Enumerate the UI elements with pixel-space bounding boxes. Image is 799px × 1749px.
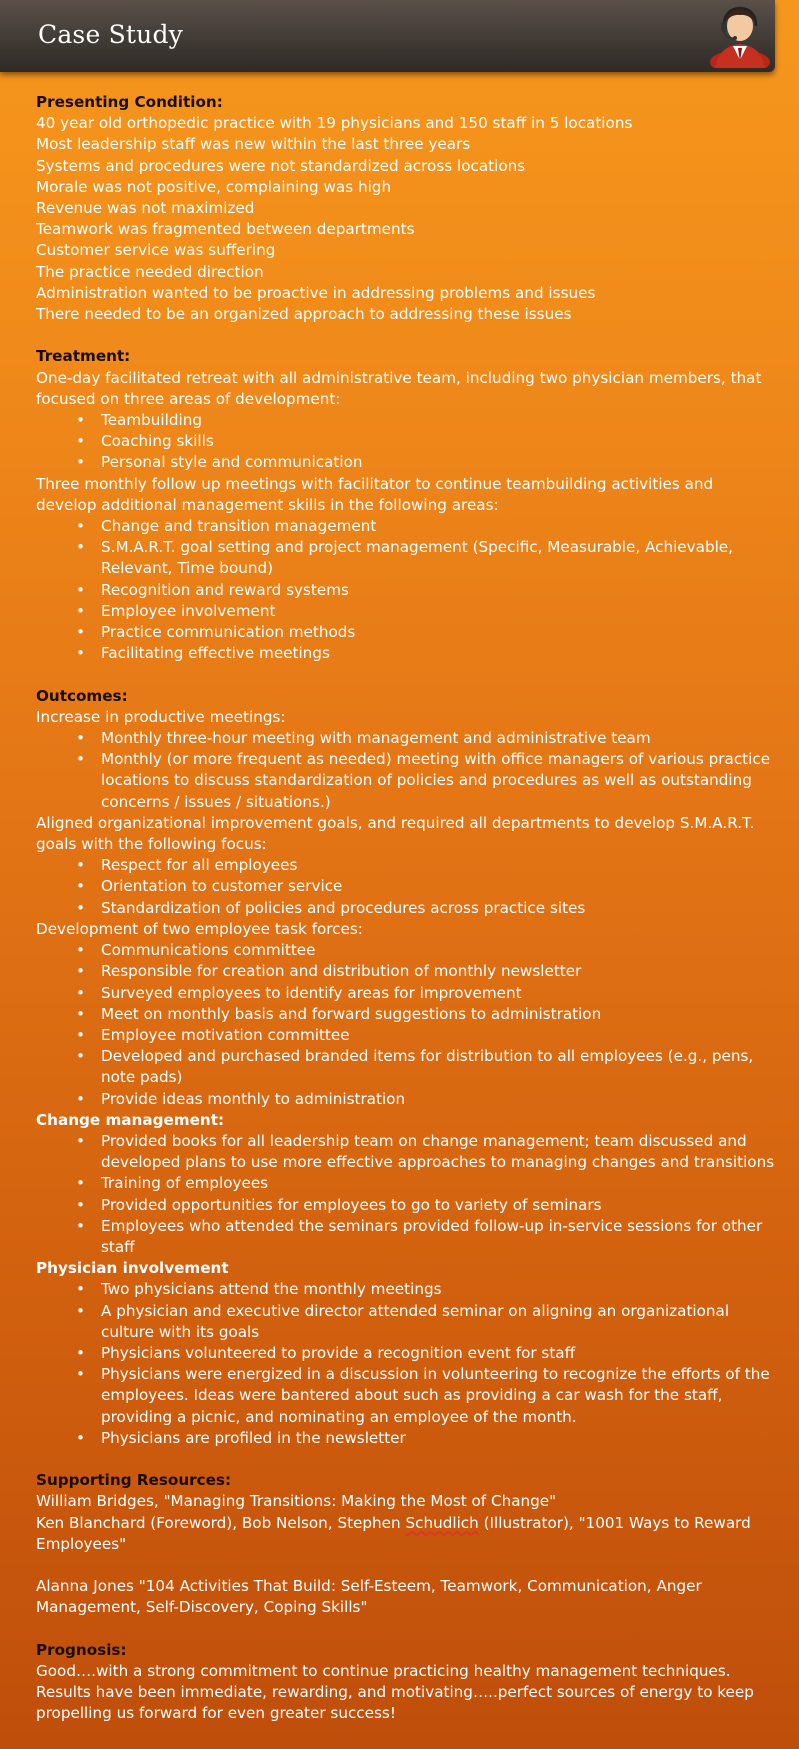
list-item: • Provided books for all leadership team on change management; team discussed and developed plans to use more effective approaches to managing changes and transitions [101,1131,776,1173]
list-item: • Responsible for creation and distribution of monthly newsletter [101,961,776,982]
treatment-list-1 [36,410,776,474]
list-item: • Practice communication methods [101,622,776,643]
presenting-line: Administration wanted to be proactive in addressing problems and issues [36,283,596,302]
list-item: • Standardization of policies and procedures across practice sites [101,898,776,919]
resource-line: William Bridges, "Managing Transitions: Making the Most of Change" [36,1492,557,1511]
page-title: Case Study [38,20,184,49]
list-item: • Coaching skills [101,431,776,452]
list-item: • Employee involvement [101,601,776,622]
presenting-line: Systems and procedures were not standardized across locations [36,156,526,175]
prognosis-text: Good….with a strong commitment to continue practicing healthy management techniques. Results have been immediate, rewarding, and motivating…..perfect sources of energy to keep propelling us forward for even greater success! [36,1661,754,1723]
treatment-list-2 [36,516,776,664]
presenting-line: Teamwork was fragmented between departments [36,220,415,239]
outcomes-list-1 [36,728,776,813]
presenting-heading: Presenting Condition: [36,93,223,111]
list-item: • Surveyed employees to identify areas for improvement [101,983,776,1004]
resource-line: Alanna Jones "104 Activities That Build: Self-Esteem, Teamwork, Communication, Anger Management, Self-Discovery, Coping Skills" [36,1577,702,1617]
treatment-heading: Treatment: [36,347,131,366]
list-item: • Monthly three-hour meeting with management and administrative team [101,728,776,749]
outcomes-intro: Development of two employee task forces: [36,919,363,938]
list-item: • Provided opportunities for employees to go to variety of seminars [101,1195,776,1216]
outcomes-list-3 [36,940,776,1110]
physician-involvement-heading: Physician involvement [36,1259,229,1278]
list-item: • Recognition and reward systems [101,580,776,601]
list-item: • Communications committee [101,940,776,961]
list-item: • Change and transition management [101,516,776,537]
list-item: • Physicians volunteered to provide a recognition event for staff [101,1343,776,1364]
treatment-intro: One-day facilitated retreat with all administrative team, including two physician members, that focused on three areas of development: [36,368,762,408]
list-item: • Training of employees [101,1173,776,1194]
outcomes-list-2 [36,855,776,919]
list-item: • Facilitating effective meetings [101,643,776,664]
support-agent-icon [705,2,775,68]
list-item: • Employee motivation committee [101,1025,776,1046]
misspelled-word: Schudlich [405,1513,479,1532]
list-item: • Developed and purchased branded items for distribution to all employees (e.g., pens, note pads) [101,1046,776,1088]
outcomes-intro: Increase in productive meetings: [36,707,286,726]
treatment-intro: Three monthly follow up meetings with facilitator to continue teambuilding activities and develop additional management skills in the following areas: [36,474,714,514]
presenting-line: 40 year old orthopedic practice with 19 physicians and 150 staff in 5 locations [36,114,633,133]
list-item: • Personal style and communication [101,452,776,473]
presenting-line: Most leadership staff was new within the last three years [36,135,471,154]
list-item: • S.M.A.R.T. goal setting and project management (Specific, Measurable, Achievable, Relevant, Time bound) [101,537,776,579]
presenting-line: Revenue was not maximized [36,199,255,218]
presenting-line: There needed to be an organized approach to addressing these issues [36,305,572,324]
physician-involvement-list [36,1279,776,1449]
list-item: • Employees who attended the seminars provided follow-up in-service sessions for other staff [101,1216,776,1258]
list-item: • Provide ideas monthly to administration [101,1089,776,1110]
change-management-heading: Change management: [36,1110,225,1129]
list-item: • Physicians were energized in a discussion in volunteering to recognize the efforts of the employees. Ideas were bantered about such as providing a car wash for the staff, providing a picnic, and nominating an employee of the month. [101,1364,776,1428]
presenting-line: Customer service was suffering [36,241,276,260]
resource-line: Ken Blanchard (Foreword), Bob Nelson, Stephen Schudlich (Illustrator), "1001 Ways to Reward Employees" [36,1513,751,1553]
presenting-line: The practice needed direction [36,262,264,281]
title-bar [0,0,775,72]
list-item: • Physicians are profiled in the newsletter [101,1428,776,1449]
change-management-list [36,1131,776,1258]
presenting-line: Morale was not positive, complaining was high [36,177,392,196]
prognosis-heading: Prognosis: [36,1640,127,1659]
outcomes-heading: Outcomes: [36,686,128,705]
list-item: • Teambuilding [101,410,776,431]
list-item: • Two physicians attend the monthly meetings [101,1279,776,1300]
resources-heading: Supporting Resources: [36,1471,232,1490]
list-item: • Orientation to customer service [101,876,776,897]
list-item: • Meet on monthly basis and forward suggestions to administration [101,1004,776,1025]
outcomes-intro: Aligned organizational improvement goals, and required all departments to develop S.M.A.R.T. goals with the following focus: [36,813,755,854]
list-item: • A physician and executive director attended seminar on aligning an organizational culture with its goals [101,1301,776,1343]
case-study-content [36,92,776,1725]
list-item: • Respect for all employees [101,855,776,876]
list-item: • Monthly (or more frequent as needed) meeting with office managers of various practice locations to discuss standardization of policies and procedures as well as outstanding concerns / issues / situations.) [101,749,776,813]
